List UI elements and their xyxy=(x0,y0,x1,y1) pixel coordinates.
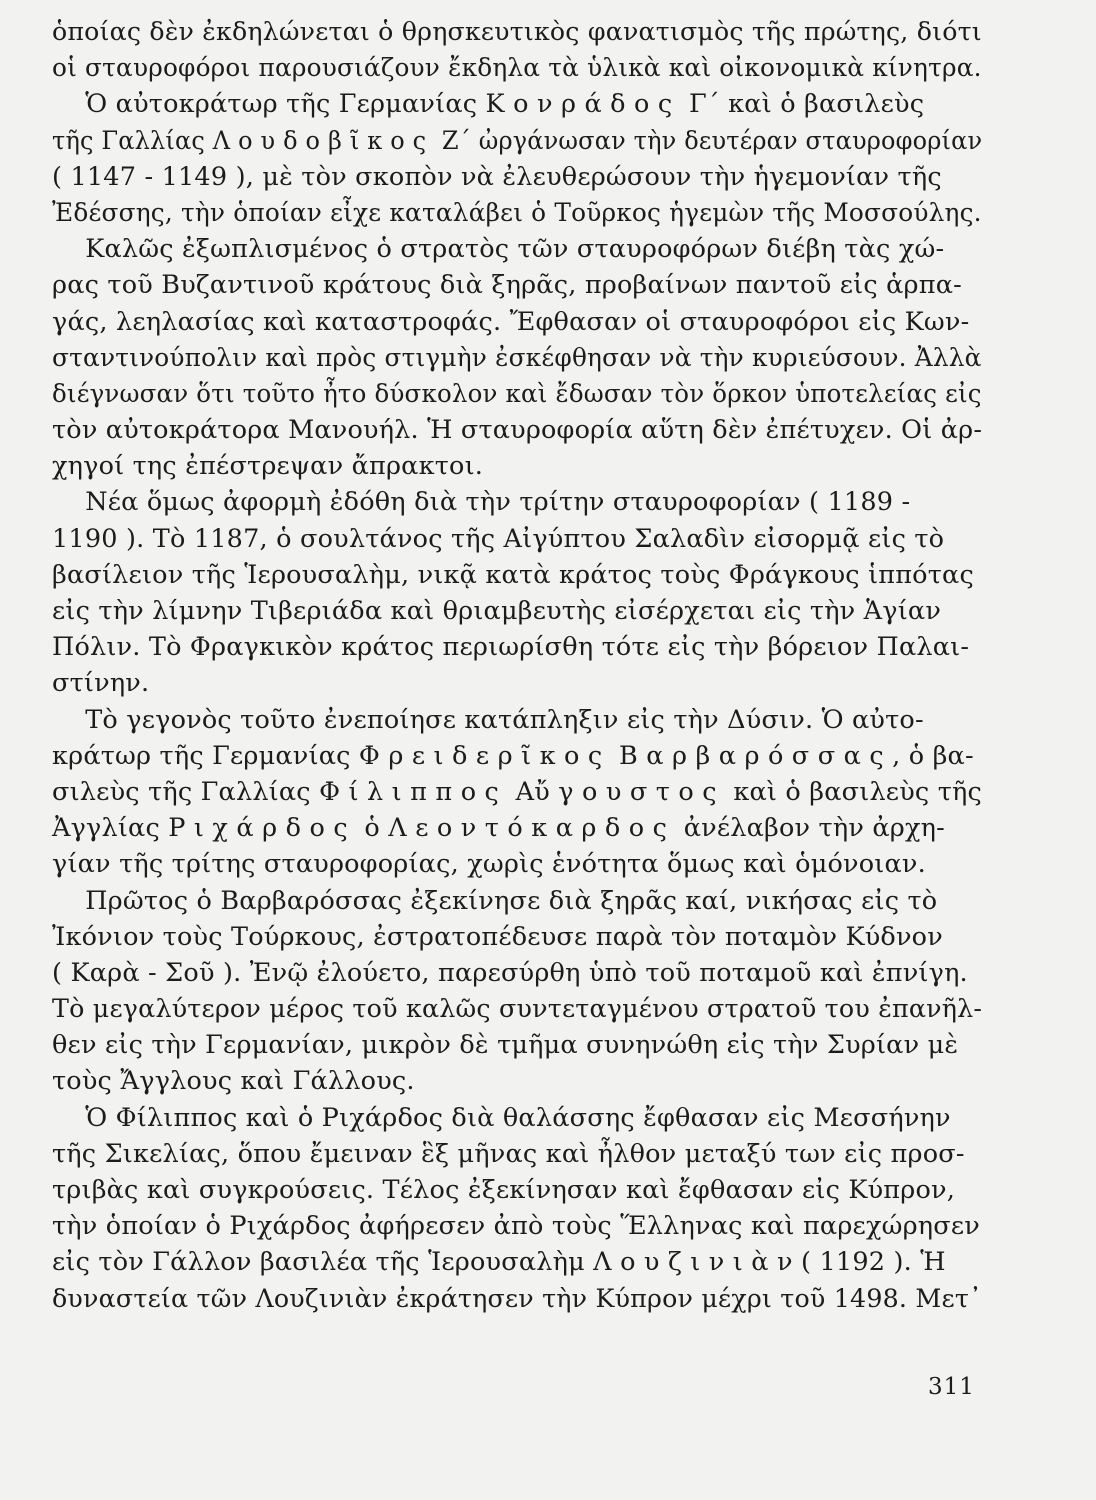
text-line: σταντινούπολιν καὶ πρὸς στιγμὴν ἐσκέφθησαν νὰ τὴν κυριεύσουν. Ἀλλὰ xyxy=(52,342,982,373)
text-line: Τὸ γεγονὸς τοῦτο ἐνεποίησε κατάπληξιν εἰς τὴν Δύσιν. Ὁ αὐτο- xyxy=(52,704,924,735)
text-line: Νέα ὅμως ἀφορμὴ ἐδόθη διὰ τὴν τρίτην σταυροφορίαν ( 1189 - xyxy=(52,487,911,518)
text-line: εἰς τὴν λίμνην Τιβεριάδα καὶ θριαμβευτὴς εἰσέρχεται εἰς τὴν Ἁγίαν xyxy=(52,596,942,626)
text-line: σιλεὺς τῆς Γαλλίας Φ ί λ ι π π ο ς Αὔ γ ο υ σ τ ο ς καὶ ὁ βασιλεὺς τῆς xyxy=(52,776,982,807)
text-line: ( Καρὰ - Σοῦ ). Ἐνῷ ἐλούετο, παρεσύρθη ὑπὸ τοῦ ποταμοῦ καὶ ἐπνίγη. xyxy=(52,957,968,988)
text-line: ὁποίας δὲν ἐκδηλώνεται ὁ θρησκευτικὸς φανατισμὸς τῆς πρώτης, διότι xyxy=(52,17,982,47)
text-line: Πόλιν. Τὸ Φραγκικὸν κράτος περιωρίσθη τότε εἰς τὴν βόρειον Παλαι- xyxy=(52,632,970,663)
text-line: στίνην. xyxy=(52,668,150,699)
text-line: Ἀγγλίας Ρ ι χ ά ρ δ ο ς ὁ Λ ε ο ν τ ό κ α ρ δ ο ς ἀνέλαβον τὴν ἀρχη- xyxy=(52,813,945,844)
text-line: θεν εἰς τὴν Γερμανίαν, μικρὸν δὲ τμῆμα συνηνώθη εἰς τὴν Συρίαν μὲ xyxy=(52,1030,959,1061)
text-line: εἰς τὸν Γάλλον βασιλέα τῆς Ἱερουσαλὴμ Λ ο υ ζ ι ν ι ὰ ν ( 1192 ). Ἡ xyxy=(52,1247,946,1278)
text-line: τὸν αὐτοκράτορα Μανουήλ. Ἡ σταυροφορία αὕτη δὲν ἐπέτυχεν. Οἱ ἀρ- xyxy=(52,415,983,446)
text-line: τὴν ὁποίαν ὁ Ριχάρδος ἀφήρεσεν ἀπὸ τοὺς Ἕλληνας καὶ παρεχώρησεν xyxy=(52,1211,980,1242)
text-line: Τὸ μεγαλύτερον μέρος τοῦ καλῶς συντεταγμένου στρατοῦ του ἐπανῆλ- xyxy=(52,994,983,1025)
text-line: γάς, λεηλασίας καὶ καταστροφάς. Ἔφθασαν οἱ σταυροφόροι εἰς Κων- xyxy=(52,306,970,337)
text-line: κράτωρ τῆς Γερμανίας Φ ρ ε ι δ ε ρ ῖ κ ο ς Β α ρ β α ρ ό σ σ α ς , ὁ βα- xyxy=(52,740,974,771)
text-line: Ἰκόνιον τοὺς Τούρκους, ἐστρατοπέδευσε παρὰ τὸν ποταμὸν Κύδνον xyxy=(52,921,943,952)
text-line: χηγοί της ἐπέστρεψαν ἄπρακτοι. xyxy=(52,451,484,482)
text-line: Ὁ αὐτοκράτωρ τῆς Γερμανίας Κ ο ν ρ ά δ ο ς Γ΄ καὶ ὁ βασιλεὺς xyxy=(52,89,925,120)
text-line: Ὁ Φίλιππος καὶ ὁ Ριχάρδος διὰ θαλάσσης ἔφθασαν εἰς Μεσσήνην xyxy=(52,1102,951,1133)
page-number: 311 xyxy=(928,1374,975,1400)
text-line: ( 1147 - 1149 ), μὲ τὸν σκοπὸν νὰ ἐλευθερώσουν τὴν ἡγεμονίαν τῆς xyxy=(52,161,942,192)
text-line: βασίλειον τῆς Ἱερουσαλὴμ, νικᾷ κατὰ κράτος τοὺς Φράγκους ἱππότας xyxy=(52,559,974,590)
text-line: ρας τοῦ Βυζαντινοῦ κράτους διὰ ξηρᾶς, προβαίνων παντοῦ εἰς ἁρπα- xyxy=(52,270,962,301)
text-line: διέγνωσαν ὅτι τοῦτο ἦτο δύσκολον καὶ ἔδωσαν τὸν ὅρκον ὑποτελείας εἰς xyxy=(52,378,982,409)
text-line: τῆς Γαλλίας Λ ο υ δ ο β ῖ κ ο ς Ζ΄ ὠργάνωσαν τὴν δευτέραν σταυροφορίαν xyxy=(52,125,983,156)
text-line: Καλῶς ἐξωπλισμένος ὁ στρατὸς τῶν σταυροφόρων διέβη τὰς χώ- xyxy=(52,234,945,265)
text-line: γίαν τῆς τρίτης σταυροφορίας, χωρὶς ἑνότητα ὅμως καὶ ὁμόνοιαν. xyxy=(52,849,926,880)
text-line: 1190 ). Τὸ 1187, ὁ σουλτάνος τῆς Αἰγύπτου Σαλαδὶν εἰσορμᾷ εἰς τὸ xyxy=(52,523,945,554)
text-line: οἱ σταυροφόροι παρουσιάζουν ἔκδηλα τὰ ὑλικὰ καὶ οἰκονομικὰ κίνητρα. xyxy=(52,53,982,84)
text-line: Πρῶτος ὁ Βαρβαρόσσας ἐξεκίνησε διὰ ξηρᾶς καί, νικήσας εἰς τὸ xyxy=(52,885,938,916)
text-line: Ἐδέσσης, τὴν ὁποίαν εἶχε καταλάβει ὁ Τοῦρκος ἡγεμὼν τῆς Μοσσούλης. xyxy=(52,197,982,228)
text-line: δυναστεία τῶν Λουζινιὰν ἐκράτησεν τὴν Κύπρον μέχρι τοῦ 1498. Μετ᾿ xyxy=(52,1283,982,1314)
text-line: τῆς Σικελίας, ὅπου ἔμειναν ἓξ μῆνας καὶ ἦλθον μεταξύ των εἰς προσ- xyxy=(52,1138,965,1169)
text-line: τοὺς Ἄγγλους καὶ Γάλλους. xyxy=(52,1066,415,1097)
body-text xyxy=(52,14,983,1317)
text-line: τριβὰς καὶ συγκρούσεις. Τέλος ἐξεκίνησαν καὶ ἔφθασαν εἰς Κύπρον, xyxy=(52,1175,956,1205)
